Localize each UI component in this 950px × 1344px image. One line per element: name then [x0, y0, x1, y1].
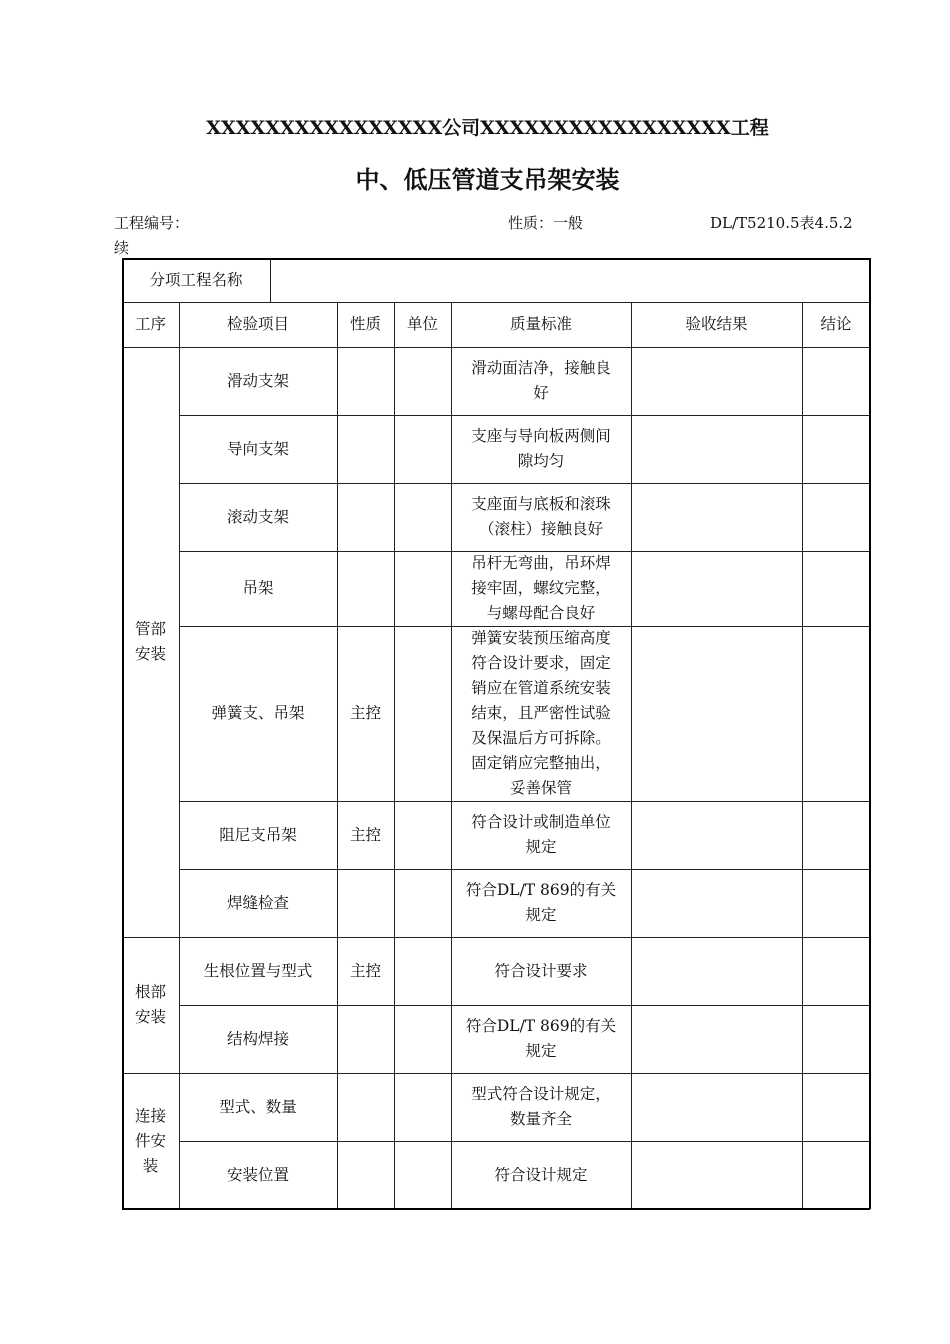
table-rule	[337, 1005, 338, 1073]
table-rule	[631, 626, 632, 801]
check-item	[179, 869, 337, 937]
check-item	[179, 551, 337, 626]
acceptance-result-cell[interactable]	[631, 937, 802, 1005]
table-rule	[802, 347, 803, 415]
conclusion-cell[interactable]	[802, 551, 870, 626]
col-result-header	[631, 302, 802, 347]
check-item	[179, 626, 337, 801]
table-rule	[869, 258, 871, 1209]
quality-standard	[457, 801, 625, 869]
item-unit	[394, 1141, 451, 1209]
quality-standard	[457, 1073, 625, 1141]
conclusion-cell[interactable]	[802, 415, 870, 483]
table-rule	[802, 1005, 803, 1073]
table-rule	[802, 415, 803, 483]
col-standard-header-text: 质量标准	[509, 315, 572, 333]
col-unit-header-text: 单位	[406, 315, 438, 333]
table-rule	[394, 1073, 395, 1141]
item-unit	[394, 1073, 451, 1141]
table-rule	[631, 415, 632, 483]
item-nature-text: 主控	[349, 961, 381, 980]
col-process-header-text: 工序	[134, 315, 166, 333]
acceptance-result-cell[interactable]	[631, 1141, 802, 1209]
table-rule	[337, 302, 338, 347]
table-rule	[631, 483, 632, 551]
item-nature	[337, 1073, 394, 1141]
quality-standard-text: 滑动面洁净，接触良 好	[471, 359, 611, 402]
col-result-header-text: 验收结果	[685, 315, 748, 333]
process-group-text: 根部 安装	[134, 983, 166, 1026]
table-rule	[337, 415, 338, 483]
quality-standard-text: 弹簧安装预压缩高度 符合设计要求，固定 销应在管道系统安装 结束，且严密性试验 及保温后方可拆除。 固定销应完整抽出， 妥善保管	[471, 629, 611, 797]
table-rule	[270, 258, 271, 302]
check-item-text: 导向支架	[226, 439, 289, 458]
table-rule	[451, 937, 452, 1005]
conclusion-cell[interactable]	[802, 801, 870, 869]
quality-standard	[457, 551, 625, 626]
conclusion-cell[interactable]	[802, 1005, 870, 1073]
process-group	[122, 1073, 179, 1209]
quality-standard	[457, 626, 625, 801]
conclusion-cell[interactable]	[802, 937, 870, 1005]
table-rule	[802, 302, 803, 347]
check-item	[179, 415, 337, 483]
item-nature	[337, 415, 394, 483]
table-rule	[451, 483, 452, 551]
acceptance-result-cell[interactable]	[631, 551, 802, 626]
acceptance-result-cell[interactable]	[631, 1073, 802, 1141]
item-unit	[394, 801, 451, 869]
form-title: 中、低压管道支吊架安装	[355, 165, 620, 194]
conclusion-cell[interactable]	[802, 347, 870, 415]
quality-standard-text: 符合设计规定	[494, 1165, 588, 1184]
quality-standard	[457, 937, 625, 1005]
conclusion-cell[interactable]	[802, 1141, 870, 1209]
table-rule	[802, 483, 803, 551]
table-rule	[451, 302, 452, 347]
subproject-name-label-text: 分项工程名称	[149, 270, 243, 289]
item-unit	[394, 347, 451, 415]
acceptance-result-cell[interactable]	[631, 1005, 802, 1073]
company-project-title: XXXXXXXXXXXXXXXX公司XXXXXXXXXXXXXXXXX工程	[206, 117, 769, 139]
check-item	[179, 937, 337, 1005]
process-group-text: 管部 安装	[134, 620, 166, 663]
table-rule	[631, 1141, 632, 1209]
item-unit	[394, 483, 451, 551]
check-item-text: 焊缝检查	[226, 893, 289, 912]
subproject-name-value[interactable]	[270, 258, 870, 302]
table-rule	[179, 302, 180, 347]
col-nature-header	[337, 302, 394, 347]
acceptance-result-cell[interactable]	[631, 869, 802, 937]
item-nature	[337, 1005, 394, 1073]
table-rule	[394, 551, 395, 626]
table-rule	[122, 1208, 180, 1210]
table-rule	[451, 626, 452, 801]
inspection-table	[122, 258, 870, 1210]
col-conclusion-header	[802, 302, 870, 347]
process-group	[122, 347, 179, 937]
table-rule	[631, 1073, 632, 1141]
check-item	[179, 347, 337, 415]
table-rule	[394, 626, 395, 801]
check-item-text: 安装位置	[226, 1165, 289, 1184]
subproject-name-label	[122, 258, 270, 302]
table-rule	[451, 1141, 452, 1209]
table-rule	[394, 937, 395, 1005]
table-rule	[802, 937, 803, 1005]
item-unit	[394, 551, 451, 626]
item-unit	[394, 626, 451, 801]
item-nature	[337, 551, 394, 626]
check-item-text: 阻尼支吊架	[219, 825, 297, 844]
check-item	[179, 1141, 337, 1209]
quality-standard	[457, 1005, 625, 1073]
table-rule	[451, 551, 452, 626]
item-nature	[337, 937, 394, 1005]
item-nature	[337, 626, 394, 801]
project-number-label: 工程编号：	[114, 214, 190, 232]
table-rule	[179, 1073, 180, 1209]
table-rule	[802, 1073, 803, 1141]
quality-standard	[457, 347, 625, 415]
table-rule	[631, 551, 632, 626]
table-rule	[394, 415, 395, 483]
quality-standard-text: 符合DL/T 869的有关 规定	[465, 1017, 617, 1060]
quality-standard-text: 符合设计或制造单位 规定	[471, 813, 611, 856]
conclusion-cell[interactable]	[802, 483, 870, 551]
quality-standard-text: 吊杆无弯曲，吊环焊 接牢固，螺纹完整， 与螺母配合良好	[471, 554, 611, 622]
table-rule	[802, 551, 803, 626]
table-rule	[394, 483, 395, 551]
table-rule	[337, 626, 338, 801]
table-rule	[451, 1005, 452, 1073]
table-rule	[337, 483, 338, 551]
check-item	[179, 801, 337, 869]
check-item-text: 滚动支架	[226, 507, 289, 526]
acceptance-result-cell[interactable]	[631, 626, 802, 801]
table-rule	[802, 1141, 803, 1209]
table-rule	[337, 551, 338, 626]
col-standard-header	[451, 302, 631, 347]
nature-label: 性质：一般	[508, 214, 584, 232]
conclusion-cell[interactable]	[802, 1073, 870, 1141]
table-rule	[631, 302, 632, 347]
table-rule	[802, 801, 803, 869]
check-item	[179, 1005, 337, 1073]
table-rule	[337, 1141, 338, 1209]
quality-standard-text: 型式符合设计规定， 数量齐全	[471, 1085, 611, 1128]
process-group-text: 连接 件安 装	[134, 1106, 166, 1175]
table-rule	[631, 869, 632, 937]
quality-standard	[457, 869, 625, 937]
quality-standard	[457, 483, 625, 551]
item-nature	[337, 801, 394, 869]
table-rule	[179, 347, 180, 937]
table-rule	[394, 1005, 395, 1073]
item-nature	[337, 869, 394, 937]
table-rule	[451, 1073, 452, 1141]
item-unit	[394, 937, 451, 1005]
table-rule	[451, 801, 452, 869]
acceptance-result-cell[interactable]	[631, 483, 802, 551]
continued-mark: 续	[114, 239, 130, 257]
item-nature-text: 主控	[349, 704, 381, 722]
table-rule	[631, 347, 632, 415]
quality-standard-text: 符合设计要求	[494, 961, 588, 980]
table-rule	[337, 347, 338, 415]
table-rule	[802, 869, 803, 937]
table-rule	[337, 801, 338, 869]
table-rule	[179, 1208, 870, 1210]
col-item-header-text: 检验项目	[226, 315, 289, 333]
item-unit	[394, 415, 451, 483]
standard-code: DL/T5210.5表4.5.2	[710, 214, 853, 232]
table-rule	[631, 801, 632, 869]
table-rule	[337, 1073, 338, 1141]
table-rule	[337, 937, 338, 1005]
col-nature-header-text: 性质	[349, 315, 381, 333]
table-rule	[122, 258, 124, 1209]
check-item	[179, 483, 337, 551]
conclusion-cell[interactable]	[802, 869, 870, 937]
process-group	[122, 937, 179, 1073]
item-nature	[337, 1141, 394, 1209]
table-rule	[179, 937, 180, 1073]
item-nature	[337, 483, 394, 551]
col-process-header	[122, 302, 179, 347]
table-rule	[394, 801, 395, 869]
table-rule	[451, 347, 452, 415]
table-rule	[394, 1141, 395, 1209]
table-rule	[631, 937, 632, 1005]
item-nature-text: 主控	[349, 825, 381, 844]
check-item-text: 吊架	[242, 579, 274, 597]
table-rule	[394, 347, 395, 415]
acceptance-result-cell[interactable]	[631, 415, 802, 483]
col-unit-header	[394, 302, 451, 347]
table-rule	[451, 869, 452, 937]
quality-standard-text: 符合DL/T 869的有关 规定	[465, 881, 617, 924]
check-item	[179, 1073, 337, 1141]
quality-standard-text: 支座与导向板两侧间 隙均匀	[471, 427, 611, 470]
check-item-text: 结构焊接	[226, 1029, 289, 1048]
quality-standard-text: 支座面与底板和滚珠 （滚柱）接触良好	[471, 495, 611, 538]
quality-standard	[457, 415, 625, 483]
table-rule	[451, 415, 452, 483]
item-unit	[394, 869, 451, 937]
acceptance-result-cell[interactable]	[631, 347, 802, 415]
table-rule	[802, 626, 803, 801]
conclusion-cell[interactable]	[802, 626, 870, 801]
item-unit	[394, 1005, 451, 1073]
table-rule	[394, 302, 395, 347]
acceptance-result-cell[interactable]	[631, 801, 802, 869]
check-item-text: 弹簧支、吊架	[211, 704, 305, 722]
table-rule	[394, 869, 395, 937]
item-nature	[337, 347, 394, 415]
table-rule	[631, 1005, 632, 1073]
quality-standard	[457, 1141, 625, 1209]
col-conclusion-header-text: 结论	[820, 315, 852, 333]
table-rule	[337, 869, 338, 937]
col-item-header	[179, 302, 337, 347]
table-rule	[122, 258, 870, 260]
check-item-text: 生根位置与型式	[203, 961, 313, 980]
check-item-text: 型式、数量	[219, 1097, 297, 1116]
check-item-text: 滑动支架	[226, 371, 289, 390]
